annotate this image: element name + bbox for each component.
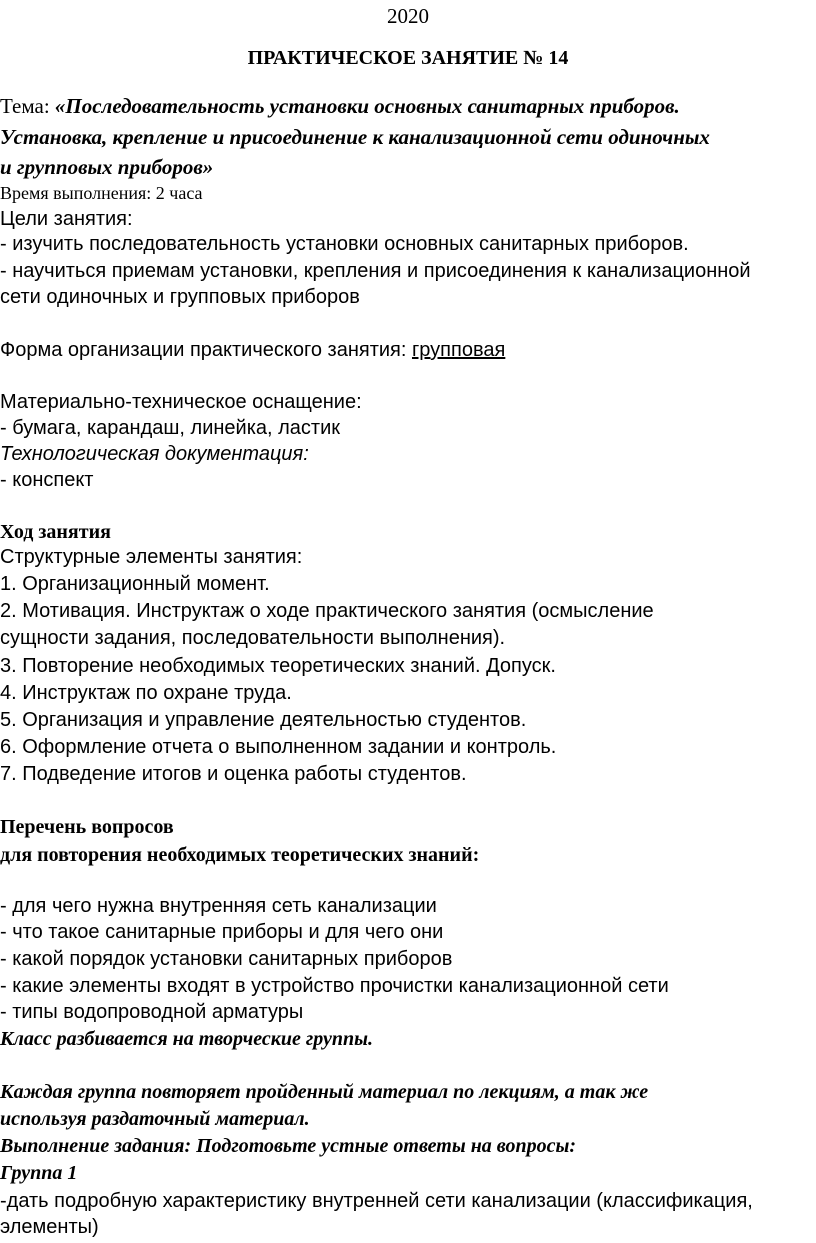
organization-line bbox=[0, 340, 505, 360]
course-step: сущности задания, последовательности выполнения). bbox=[0, 627, 506, 649]
organization-label: Форма организации практического занятия: bbox=[0, 339, 412, 361]
goals-item-1: - изучить последовательность установки основных санитарных приборов. bbox=[0, 233, 689, 255]
document-year: 2020 bbox=[387, 4, 429, 28]
course-step: 6. Оформление отчета о выполненном задании и контроль. bbox=[0, 736, 557, 758]
course-step: 4. Инструктаж по охране труда. bbox=[0, 682, 292, 704]
topic-text-1: «Последовательность установки основных санитарных приборов. bbox=[54, 94, 680, 118]
course-step: 2. Мотивация. Инструктаж о ходе практического занятия (осмысление bbox=[0, 600, 654, 622]
course-subheading: Структурные элементы занятия: bbox=[0, 546, 303, 568]
questions-heading-1: Перечень вопросов bbox=[0, 816, 174, 838]
topic-label: Тема: bbox=[0, 94, 55, 118]
goals-item-2-line-2: сети одиночных и групповых приборов bbox=[0, 286, 360, 308]
question-item: - что такое санитарные приборы и для чего они bbox=[0, 921, 444, 943]
topic-line-1 bbox=[0, 96, 680, 117]
course-heading: Ход занятия bbox=[0, 521, 111, 543]
each-group-line-1: Каждая группа повторяет пройденный материал по лекциям, а так же bbox=[0, 1081, 649, 1103]
document-title: ПРАКТИЧЕСКОЕ ЗАНЯТИЕ № 14 bbox=[247, 47, 569, 69]
questions-heading-2: для повторения необходимых теоретических знаний: bbox=[0, 844, 480, 866]
question-item: - для чего нужна внутренняя сеть канализации bbox=[0, 895, 437, 917]
goals-heading: Цели занятия: bbox=[0, 208, 133, 230]
group-1-item-line-1: -дать подробную характеристику внутренней сети канализации (классификация, bbox=[0, 1190, 753, 1212]
duration-text: Время выполнения: 2 часа bbox=[0, 183, 203, 203]
documentation-heading: Технологическая документация: bbox=[0, 443, 309, 465]
topic-line-3: и групповых приборов» bbox=[0, 155, 214, 179]
equipment-heading: Материально-техническое оснащение: bbox=[0, 391, 362, 413]
group-1-label: Группа 1 bbox=[0, 1162, 78, 1184]
course-step: 1. Организационный момент. bbox=[0, 573, 270, 595]
organization-value: групповая bbox=[411, 339, 506, 361]
question-item: - типы водопроводной арматуры bbox=[0, 1001, 304, 1023]
each-group-line-2: используя раздаточный материал. bbox=[0, 1108, 310, 1130]
course-step: 3. Повторение необходимых теоретических знаний. Допуск. bbox=[0, 655, 556, 677]
task-text: Выполнение задания: Подготовьте устные ответы на вопросы: bbox=[0, 1135, 577, 1157]
equipment-item-1: - бумага, карандаш, линейка, ластик bbox=[0, 417, 341, 439]
topic-line-2: Установка, крепление и присоединение к канализационной сети одиночных bbox=[0, 125, 710, 149]
group-1-item-line-2: элементы) bbox=[0, 1216, 99, 1238]
course-step: 5. Организация и управление деятельностью студентов. bbox=[0, 709, 527, 731]
question-item: - какой порядок установки санитарных приборов bbox=[0, 948, 453, 970]
equipment-item-2: - конспект bbox=[0, 469, 94, 491]
course-step: 7. Подведение итогов и оценка работы студентов. bbox=[0, 763, 467, 785]
goals-item-2-line-1: - научиться приемам установки, крепления и присоединения к канализационной bbox=[0, 260, 751, 282]
question-item: - какие элементы входят в устройство прочистки канализационной сети bbox=[0, 975, 669, 997]
class-split-text: Класс разбивается на творческие группы. bbox=[0, 1028, 373, 1050]
